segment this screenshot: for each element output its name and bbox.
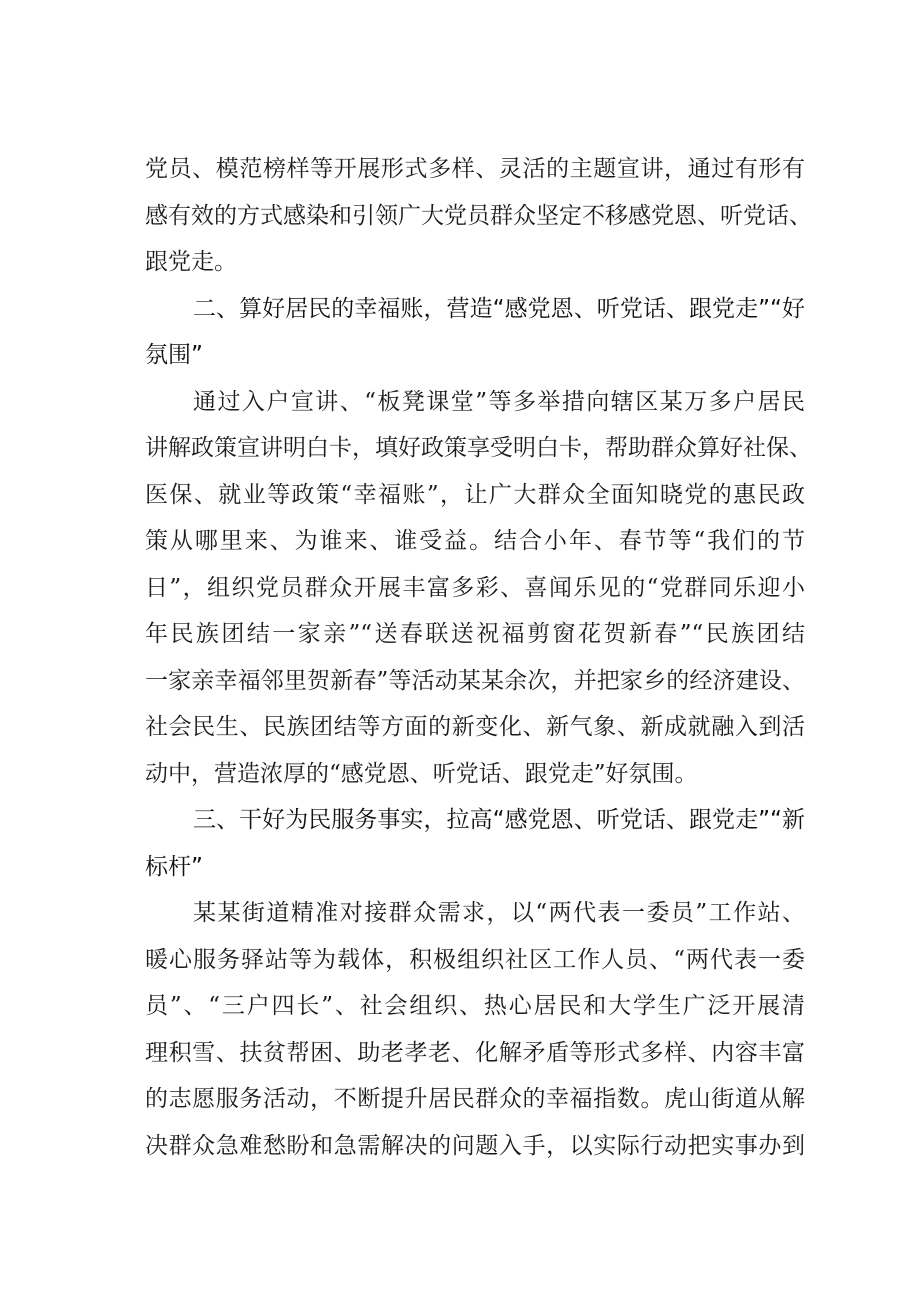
section-2-paragraph — [145, 379, 812, 798]
text-line: 决群众急难愁盼和急需解决的问题入手，以实际行动把实事办到 — [145, 1132, 805, 1159]
document-body — [145, 146, 812, 1169]
text-line: 的志愿服务活动，不断提升居民群众的幸福指数。虎山街道从解 — [145, 1086, 805, 1112]
text-line: 通过入户宣讲、“板凳课堂”等多举措向辖区某万多户居民 — [193, 388, 805, 415]
section-3-paragraph — [145, 890, 805, 1169]
text-line: 日”，组织党员群众开展丰富多彩、喜闻乐见的“党群同乐迎小 — [145, 574, 805, 601]
text-line: 某某街道精准对接群众需求，以“两代表一委员”工作站、 — [193, 900, 805, 926]
text-line: 讲解政策宣讲明白卡，填好政策享受明白卡，帮助群众算好社保、 — [145, 435, 812, 461]
text-line: 动中，营造浓厚的“感党恩、听党话、跟党走”好氛围。 — [145, 760, 698, 787]
text-line: 感有效的方式感染和引领广大党员群众坚定不移感党恩、听党话、 — [145, 202, 812, 229]
section-heading-2 — [145, 286, 805, 379]
heading-line: 氛围” — [145, 342, 203, 368]
heading-line: 标杆” — [145, 853, 203, 880]
section-heading-3 — [145, 797, 805, 890]
text-line: 跟党走。 — [145, 249, 237, 275]
heading-line: 三、干好为民服务事实，拉高“感党恩、听党话、跟党走”“新 — [193, 807, 805, 833]
text-line: 理积雪、扶贫帮困、助老孝老、化解矛盾等形式多样、内容丰富 — [145, 1039, 805, 1066]
text-line: 党员、模范榜样等开展形式多样、灵活的主题宣讲，通过有形有 — [145, 156, 805, 182]
heading-line: 二、算好居民的幸福账，营造“感党恩、听党话、跟党走”“好 — [193, 295, 805, 322]
text-line: 暖心服务驿站等为载体，积极组织社区工作人员、“两代表一委 — [145, 946, 805, 973]
text-line: 医保、就业等政策“幸福账”，让广大群众全面知晓党的惠民政 — [145, 481, 805, 508]
text-line: 员”、“三户四长”、社会组织、热心居民和大学生广泛开展清 — [145, 993, 805, 1019]
text-line: 年民族团结一家亲”“送春联送祝福剪窗花贺新春”“民族团结 — [145, 621, 805, 647]
text-line: 社会民生、民族团结等方面的新变化、新气象、新成就融入到活 — [145, 714, 805, 740]
text-line: 一家亲幸福邻里贺新春”等活动某某余次，并把家乡的经济建设、 — [145, 667, 805, 694]
text-line: 策从哪里来、为谁来、谁受益。结合小年、春节等“我们的节 — [145, 528, 805, 554]
paragraph-continuation — [145, 146, 812, 286]
